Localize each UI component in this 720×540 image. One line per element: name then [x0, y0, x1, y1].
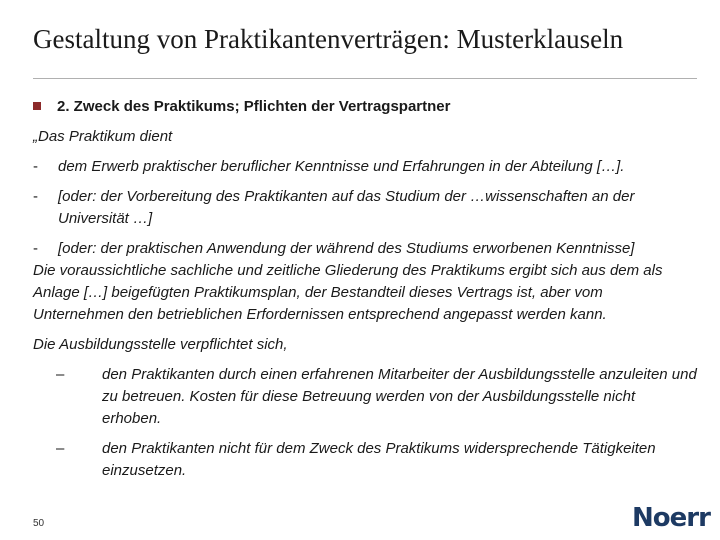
- section-heading-text: 2. Zweck des Praktikums; Pflichten der Vertragspartner: [57, 98, 451, 115]
- obligation-intro: Die Ausbildungsstelle verpflichtet sich,: [33, 336, 288, 353]
- list-item: [33, 156, 697, 178]
- dash-marker: -: [33, 240, 38, 257]
- square-bullet-icon: [33, 102, 41, 110]
- body-paragraph: Die voraussichtliche sachliche und zeitliche Gliederung des Praktikums ergibt sich aus dem als Anlage […] beigefügten Praktikumsplan, der Bestandteil dieses Vertrags ist, aber vom Unternehmen den betrieblichen Erfordernissen entsprechend angepasst werden kann.: [33, 262, 663, 323]
- list-item: [33, 238, 697, 260]
- obligation-item: [48, 438, 697, 482]
- obligation-text: den Praktikanten nicht für dem Zweck des Praktikums widersprechende Tätigkeiten einzusetzen.: [102, 440, 656, 479]
- obligation-text: den Praktikanten durch einen erfahrenen Mitarbeiter der Ausbildungsstelle anzuleiten und zu betreuen. Kosten für diese Betreuung werden von der Ausbildungsstelle nicht erhoben.: [102, 366, 697, 427]
- list-item-text: [oder: der praktischen Anwendung der während des Studiums erworbenen Kenntnisse]: [58, 240, 635, 257]
- intro-text: „Das Praktikum dient: [33, 128, 173, 145]
- dash-marker: -: [33, 158, 38, 175]
- slide-title: Gestaltung von Praktikantenverträgen: Musterklauseln: [33, 24, 624, 54]
- page-number: 50: [33, 518, 45, 529]
- list-item-text: [oder: der Vorbereitung des Praktikanten auf das Studium der …wissenschaften an der Universität …]: [58, 188, 635, 227]
- noerr-logo: Noerr: [632, 503, 710, 533]
- list-item: [33, 186, 697, 230]
- title-divider: [33, 78, 697, 79]
- dash-marker: –: [56, 440, 65, 457]
- slide-content: [33, 96, 697, 490]
- dash-marker: -: [33, 188, 38, 205]
- list-item-text: dem Erwerb praktischer beruflicher Kenntnisse und Erfahrungen in der Abteilung […].: [58, 158, 625, 175]
- obligation-item: [48, 364, 697, 430]
- section-heading: [33, 96, 697, 118]
- dash-marker: –: [56, 366, 65, 383]
